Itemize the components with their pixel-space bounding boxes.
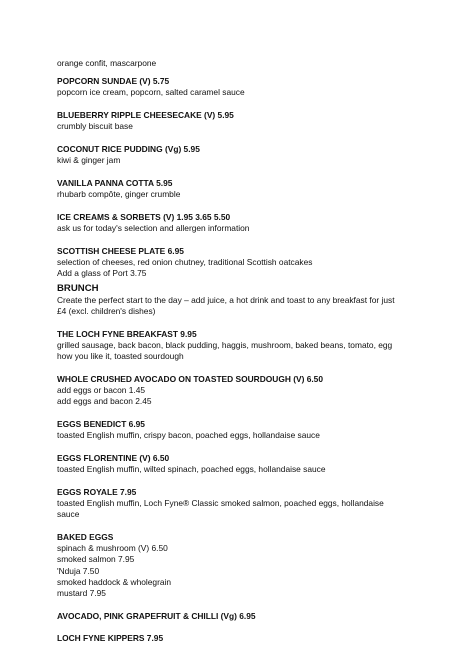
menu-item-description: selection of cheeses, red onion chutney, traditional Scottish oatcakes: [57, 256, 313, 267]
brunch-section: [57, 283, 434, 645]
menu-item-description: toasted English muffin, Loch Fyne® Classic smoked salmon, poached eggs, hollandaise: [57, 498, 384, 509]
menu-item-description: Add a glass of Port 3.75: [57, 267, 147, 278]
menu-item-title: COCONUT RICE PUDDING (Vg) 5.95: [57, 143, 200, 154]
menu-item-description: popcorn ice cream, popcorn, salted caramel sauce: [57, 87, 245, 98]
menu-item-description: grilled sausage, back bacon, black pudding, haggis, mushroom, baked beans, tomato, egg: [57, 340, 393, 351]
menu-item-description: mustard 7.95: [57, 588, 106, 599]
section-intro-line: Create the perfect start to the day – add juice, a hot drink and toast to any breakfast for just: [57, 295, 395, 305]
menu-item-description: toasted English muffin, wilted spinach, poached eggs, hollandaise sauce: [57, 464, 326, 475]
menu-item: [57, 212, 434, 234]
menu-item-title: EGGS ROYALE 7.95: [57, 486, 137, 497]
dessert-list: [57, 76, 434, 279]
menu-item-description: ask us for today's selection and allergen information: [57, 222, 250, 233]
menu-item-title: BLUEBERRY RIPPLE CHEESECAKE (V) 5.95: [57, 109, 234, 120]
menu-item-description: kiwi & ginger jam: [57, 155, 121, 166]
menu-item: [57, 110, 434, 132]
menu-item-title: SCOTTISH CHEESE PLATE 6.95: [57, 245, 184, 256]
menu-item: [57, 76, 434, 98]
menu-item-title: BAKED EGGS: [57, 532, 114, 543]
brunch-list: [57, 329, 434, 645]
menu-item-title: ICE CREAMS & SORBETS (V) 1.95 3.65 5.50: [57, 211, 231, 222]
menu-item-description: sauce: [57, 509, 80, 520]
menu-item-description: 'Nduja 7.50: [57, 565, 100, 576]
section-heading: BRUNCH: [57, 283, 99, 294]
section-intro: [57, 295, 434, 317]
menu-item-title: AVOCADO, PINK GRAPEFRUIT & CHILLI (Vg) 6.95: [57, 610, 256, 621]
menu-item-description: crumbly biscuit base: [57, 121, 133, 132]
menu-item-title: THE LOCH FYNE BREAKFAST 9.95: [57, 328, 197, 339]
menu-item-description: add eggs or bacon 1.45: [57, 385, 146, 396]
menu-item-title: WHOLE CRUSHED AVOCADO ON TOASTED SOURDOUGH (V) 6.50: [57, 374, 324, 385]
menu-item-description: smoked salmon 7.95: [57, 554, 135, 565]
menu-item: [57, 178, 434, 200]
menu-item: [57, 329, 434, 363]
menu-item-description: toasted English muffin, crispy bacon, poached eggs, hollandaise sauce: [57, 430, 320, 441]
menu-item: [57, 144, 434, 166]
menu-item-description: spinach & mushroom (V) 6.50: [57, 543, 168, 554]
menu-item-title: LOCH FYNE KIPPERS 7.95: [57, 633, 164, 644]
menu-item: [57, 611, 434, 622]
menu-item: [57, 246, 434, 280]
menu-item-title: POPCORN SUNDAE (V) 5.75: [57, 76, 170, 86]
menu-item-description: add eggs and bacon 2.45: [57, 396, 152, 407]
menu-item-description: smoked haddock & wholegrain: [57, 576, 172, 587]
menu-item-title: EGGS BENEDICT 6.95: [57, 419, 145, 430]
menu-item: [57, 487, 434, 521]
menu-item-title: VANILLA PANNA COTTA 5.95: [57, 177, 173, 188]
menu-item-description: how you like it, toasted sourdough: [57, 351, 184, 362]
menu-item: [57, 532, 434, 599]
menu-item: [57, 453, 434, 475]
continued-description: orange confit, mascarpone: [57, 58, 157, 68]
menu-item: [57, 633, 434, 644]
section-intro-line: £4 (excl. children's dishes): [57, 306, 156, 317]
menu-item-description: rhubarb compôte, ginger crumble: [57, 188, 181, 199]
menu-item: [57, 419, 434, 441]
menu-item: [57, 374, 434, 408]
menu-item-title: EGGS FLORENTINE (V) 6.50: [57, 453, 170, 464]
